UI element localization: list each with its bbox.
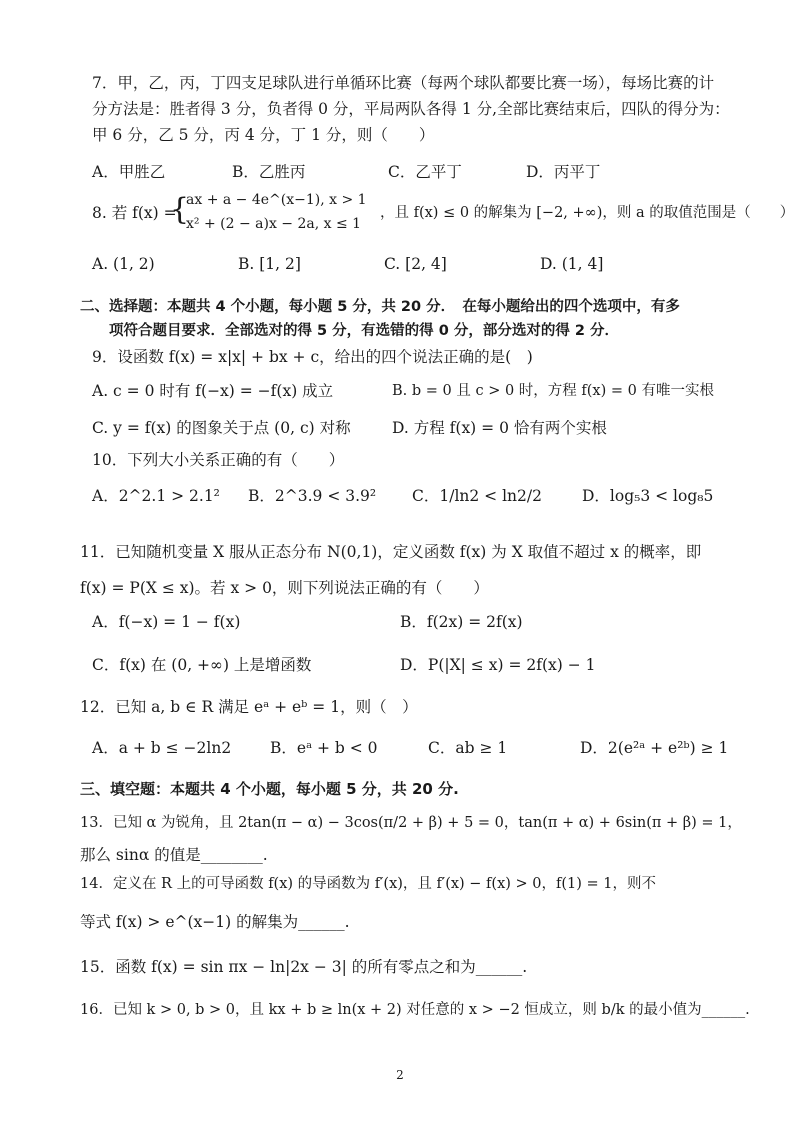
q12-stem: 12．已知 a, b ∈ R 满足 eᵃ + eᵇ = 1，则（ ） bbox=[80, 698, 418, 716]
q8-case-2: x² + (2 − a)x − 2a, x ≤ 1 bbox=[186, 216, 362, 232]
q13-line-1: 13．已知 α 为锐角，且 2tan(π − α) − 3cos(π/2 + β) + 5 = 0，tan(π + α) + 6sin(π + β) = 1， bbox=[80, 815, 742, 831]
q7-line-2: 分方法是：胜者得 3 分，负者得 0 分，平局两队各得 1 分,全部比赛结束后，四队的得分为： bbox=[92, 100, 730, 118]
q7-option-d: D．丙平丁 bbox=[526, 163, 601, 181]
q16-text: 16．已知 k > 0, b > 0，且 kx + b ≥ ln(x + 2) 对任意的 x > −2 恒成立，则 b/k 的最小值为______. bbox=[80, 1002, 750, 1018]
q8-brace: { bbox=[170, 192, 190, 227]
q10-option-b: B．2^3.9 < 3.9² bbox=[248, 487, 377, 505]
q12-option-c: C．ab ≥ 1 bbox=[428, 739, 508, 757]
q13-line-2: 那么 sinα 的值是________. bbox=[80, 846, 268, 864]
q8-option-a: A. (1, 2) bbox=[92, 255, 155, 273]
q8-case-1: ax + a − 4e^(x−1), x > 1 bbox=[186, 192, 367, 208]
q11-option-c: C．f(x) 在 (0, +∞) 上是增函数 bbox=[92, 656, 312, 674]
q9-option-d: D. 方程 f(x) = 0 恰有两个实根 bbox=[392, 419, 607, 437]
q11-line-1: 11．已知随机变量 X 服从正态分布 N(0,1)，定义函数 f(x) 为 X 取值不超过 x 的概率，即 bbox=[80, 543, 702, 561]
q8-suffix: ，且 f(x) ≤ 0 的解集为 [−2, +∞)，则 a 的取值范围是（ ） bbox=[380, 205, 795, 221]
q10-option-c: C．1/ln2 < ln2/2 bbox=[412, 487, 542, 505]
q7-option-b: B．乙胜丙 bbox=[232, 163, 306, 181]
q8-option-c: C. [2, 4] bbox=[384, 255, 447, 273]
q10-option-a: A．2^2.1 > 2.1² bbox=[92, 487, 220, 505]
q7-line-3: 甲 6 分，乙 5 分，丙 4 分，丁 1 分，则（ ） bbox=[92, 126, 435, 144]
q14-line-2: 等式 f(x) > e^(x−1) 的解集为______. bbox=[80, 913, 350, 931]
q12-option-d: D．2(e²ᵃ + e²ᵇ) ≥ 1 bbox=[580, 739, 729, 757]
q10-stem: 10．下列大小关系正确的有（ ） bbox=[92, 451, 345, 469]
q14-line-1: 14．定义在 R 上的可导函数 f(x) 的导函数为 f′(x)，且 f′(x) − f(x) > 0，f(1) = 1，则不 bbox=[80, 876, 656, 892]
section3-title: 三、填空题：本题共 4 个小题，每小题 5 分，共 20 分. bbox=[80, 780, 459, 798]
q7-option-a: A．甲胜乙 bbox=[92, 163, 166, 181]
q8-prefix: 8. 若 f(x) = bbox=[92, 204, 177, 222]
q15-text: 15．函数 f(x) = sin πx − ln|2x − 3| 的所有零点之和为______. bbox=[80, 958, 528, 976]
page-number: 2 bbox=[396, 1068, 404, 1082]
q7-line-1: 7．甲，乙，丙，丁四支足球队进行单循环比赛（每两个球队都要比赛一场），每场比赛的计 bbox=[92, 74, 715, 92]
q8-option-b: B. [1, 2] bbox=[238, 255, 301, 273]
q12-option-b: B．eᵃ + b < 0 bbox=[270, 739, 378, 757]
q11-option-a: A．f(−x) = 1 − f(x) bbox=[92, 613, 241, 631]
q7-option-c: C．乙平丁 bbox=[388, 163, 462, 181]
section2-line-1: 二、选择题：本题共 4 个小题，每小题 5 分，共 20 分． 在每小题给出的四个选项中，有多 bbox=[80, 299, 680, 315]
q9-option-b: B. b = 0 且 c > 0 时，方程 f(x) = 0 有唯一实根 bbox=[392, 383, 714, 399]
q9-option-c: C. y = f(x) 的图象关于点 (0, c) 对称 bbox=[92, 419, 351, 437]
q11-line-2: f(x) = P(X ≤ x)。若 x > 0，则下列说法正确的有（ ） bbox=[80, 579, 489, 597]
q9-option-a: A. c = 0 时有 f(−x) = −f(x) 成立 bbox=[92, 382, 334, 400]
q9-stem: 9．设函数 f(x) = x|x| + bx + c，给出的四个说法正确的是( ) bbox=[92, 348, 533, 366]
section2-line-2: 项符合题目要求．全部选对的得 5 分，有选错的得 0 分，部分选对的得 2 分． bbox=[80, 323, 620, 339]
q8-option-d: D. (1, 4] bbox=[540, 255, 604, 273]
q10-option-d: D．log₅3 < log₈5 bbox=[582, 487, 714, 505]
q12-option-a: A．a + b ≤ −2ln2 bbox=[92, 739, 232, 757]
q11-option-d: D．P(|X| ≤ x) = 2f(x) − 1 bbox=[400, 656, 596, 674]
q11-option-b: B．f(2x) = 2f(x) bbox=[400, 613, 523, 631]
